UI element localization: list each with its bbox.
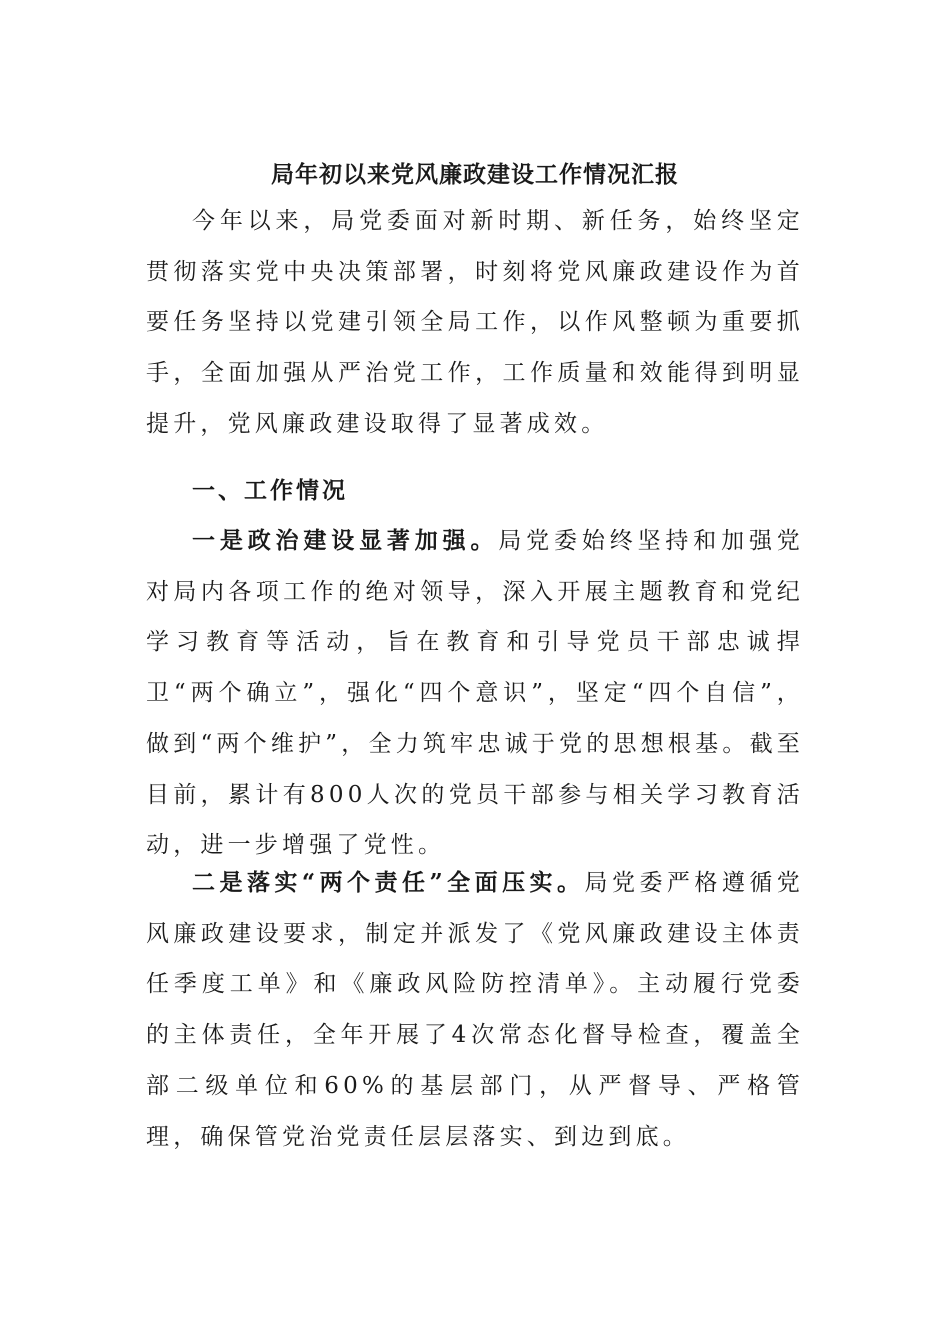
document-title: 局年初以来党风廉政建设工作情况汇报 [271,161,679,188]
item-2-lead: 二是落实“两个责任”全面压实。 [192,869,585,896]
section-heading: 一、工作情况 [192,477,348,504]
item-2-text: 局党委严格遵循党风廉政建设要求，制定并派发了《党风廉政建设主体责任季度工单》和《廉政风险防控清单》。主动履行党委的主体责任，全年开展了4次常态化督导检查，覆盖全部二级单位和60%的基层部门，从严督导、严格管理，确保管党治党责任层层落实、到边到底。 [146,870,804,1150]
item-1-lead: 一是政治建设显著加强。 [192,527,499,554]
item-paragraph-1 [146,516,804,871]
item-1-text: 局党委始终坚持和加强党对局内各项工作的绝对领导，深入开展主题教育和党纪学习教育等活动，旨在教育和引导党员干部忠诚捍卫“两个确立”，强化“四个意识”，坚定“四个自信”，做到“两个维护”，全力筑牢忠诚于党的思想根基。截至目前，累计有800人次的党员干部参与相关学习教育活动，进一步增强了党性。 [146,528,805,859]
intro-paragraph: 今年以来，局党委面对新时期、新任务，始终坚定贯彻落实党中央决策部署，时刻将党风廉政建设作为首要任务坚持以党建引领全局工作，以作风整顿为重要抓手，全面加强从严治党工作，工作质量和效能得到明显提升，党风廉政建设取得了显著成效。 [146,208,804,437]
item-paragraph-2 [146,858,804,1162]
